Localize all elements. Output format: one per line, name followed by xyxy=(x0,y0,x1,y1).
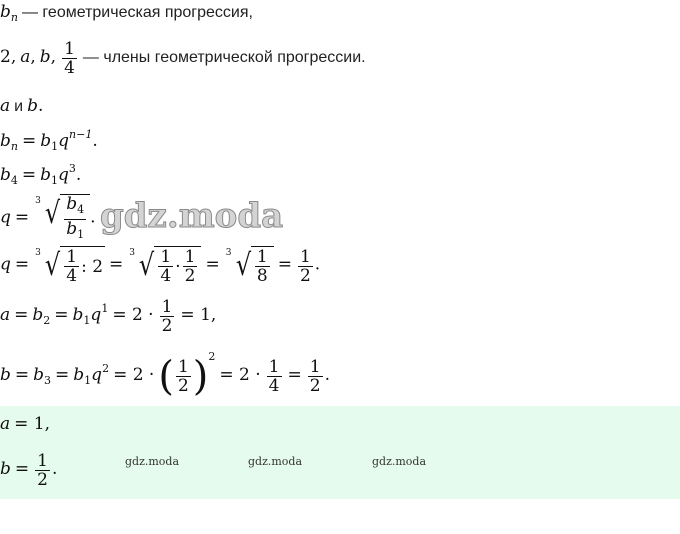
formula-b: $b = b_3 = b_1q^2 = 2$ · ( $\frac{1}{2}$ )$^2$ = 2 · $\frac{1}{4}$ = $\frac{1}{2}$ . xyxy=(0,350,330,400)
watermark-main: gdz.moda xyxy=(100,196,284,236)
intro-text-2: — члены геометрической прогрессии. xyxy=(82,49,366,67)
quarter-fraction: $\frac{1}{4}$ xyxy=(64,39,75,78)
intro-text-1: — геометрическая прогрессия, xyxy=(21,4,253,21)
formula-q: q = 3 √ $\frac{b_4}{b_1}$ . xyxy=(0,194,96,244)
answer-a: a = 1, xyxy=(0,414,51,434)
cube-root: 3 √ $\frac{b_4}{b_1}$ xyxy=(43,194,90,244)
answer-b: b = $\frac{1}{2}$ . xyxy=(0,451,58,490)
formula-q-calc: q = 3 √ $\frac{1}{4}$ : 2 = 3 √ $\frac{1}{4}$ · $\frac{1}{2}$ = 3 √ $\frac{1}{8}$ = $\frac{1}{2}$ . xyxy=(0,246,321,286)
formula-a: $a = b_2 = b_1q^1 = 2$ · $\frac{1}{2}$ = 1, xyxy=(0,297,217,336)
answer-highlight xyxy=(0,406,680,499)
intro-line-1 xyxy=(0,2,253,24)
intro-line-2: 2, a, b, $\frac{1}{4}$ — члены геометрической прогрессии. xyxy=(0,39,366,78)
formula-b4: $b_4 = b_1q^3$. xyxy=(0,162,82,187)
watermark-small-1: gdz.moda xyxy=(125,455,180,468)
b-n-var: $b_n$ xyxy=(0,2,18,24)
watermark-small-3: gdz.moda xyxy=(372,455,427,468)
formula-general: $b_n = b_1q^{n-1}$. xyxy=(0,128,98,153)
watermark-small-2: gdz.moda xyxy=(248,455,303,468)
intro-line-3: a и b. xyxy=(0,96,44,116)
